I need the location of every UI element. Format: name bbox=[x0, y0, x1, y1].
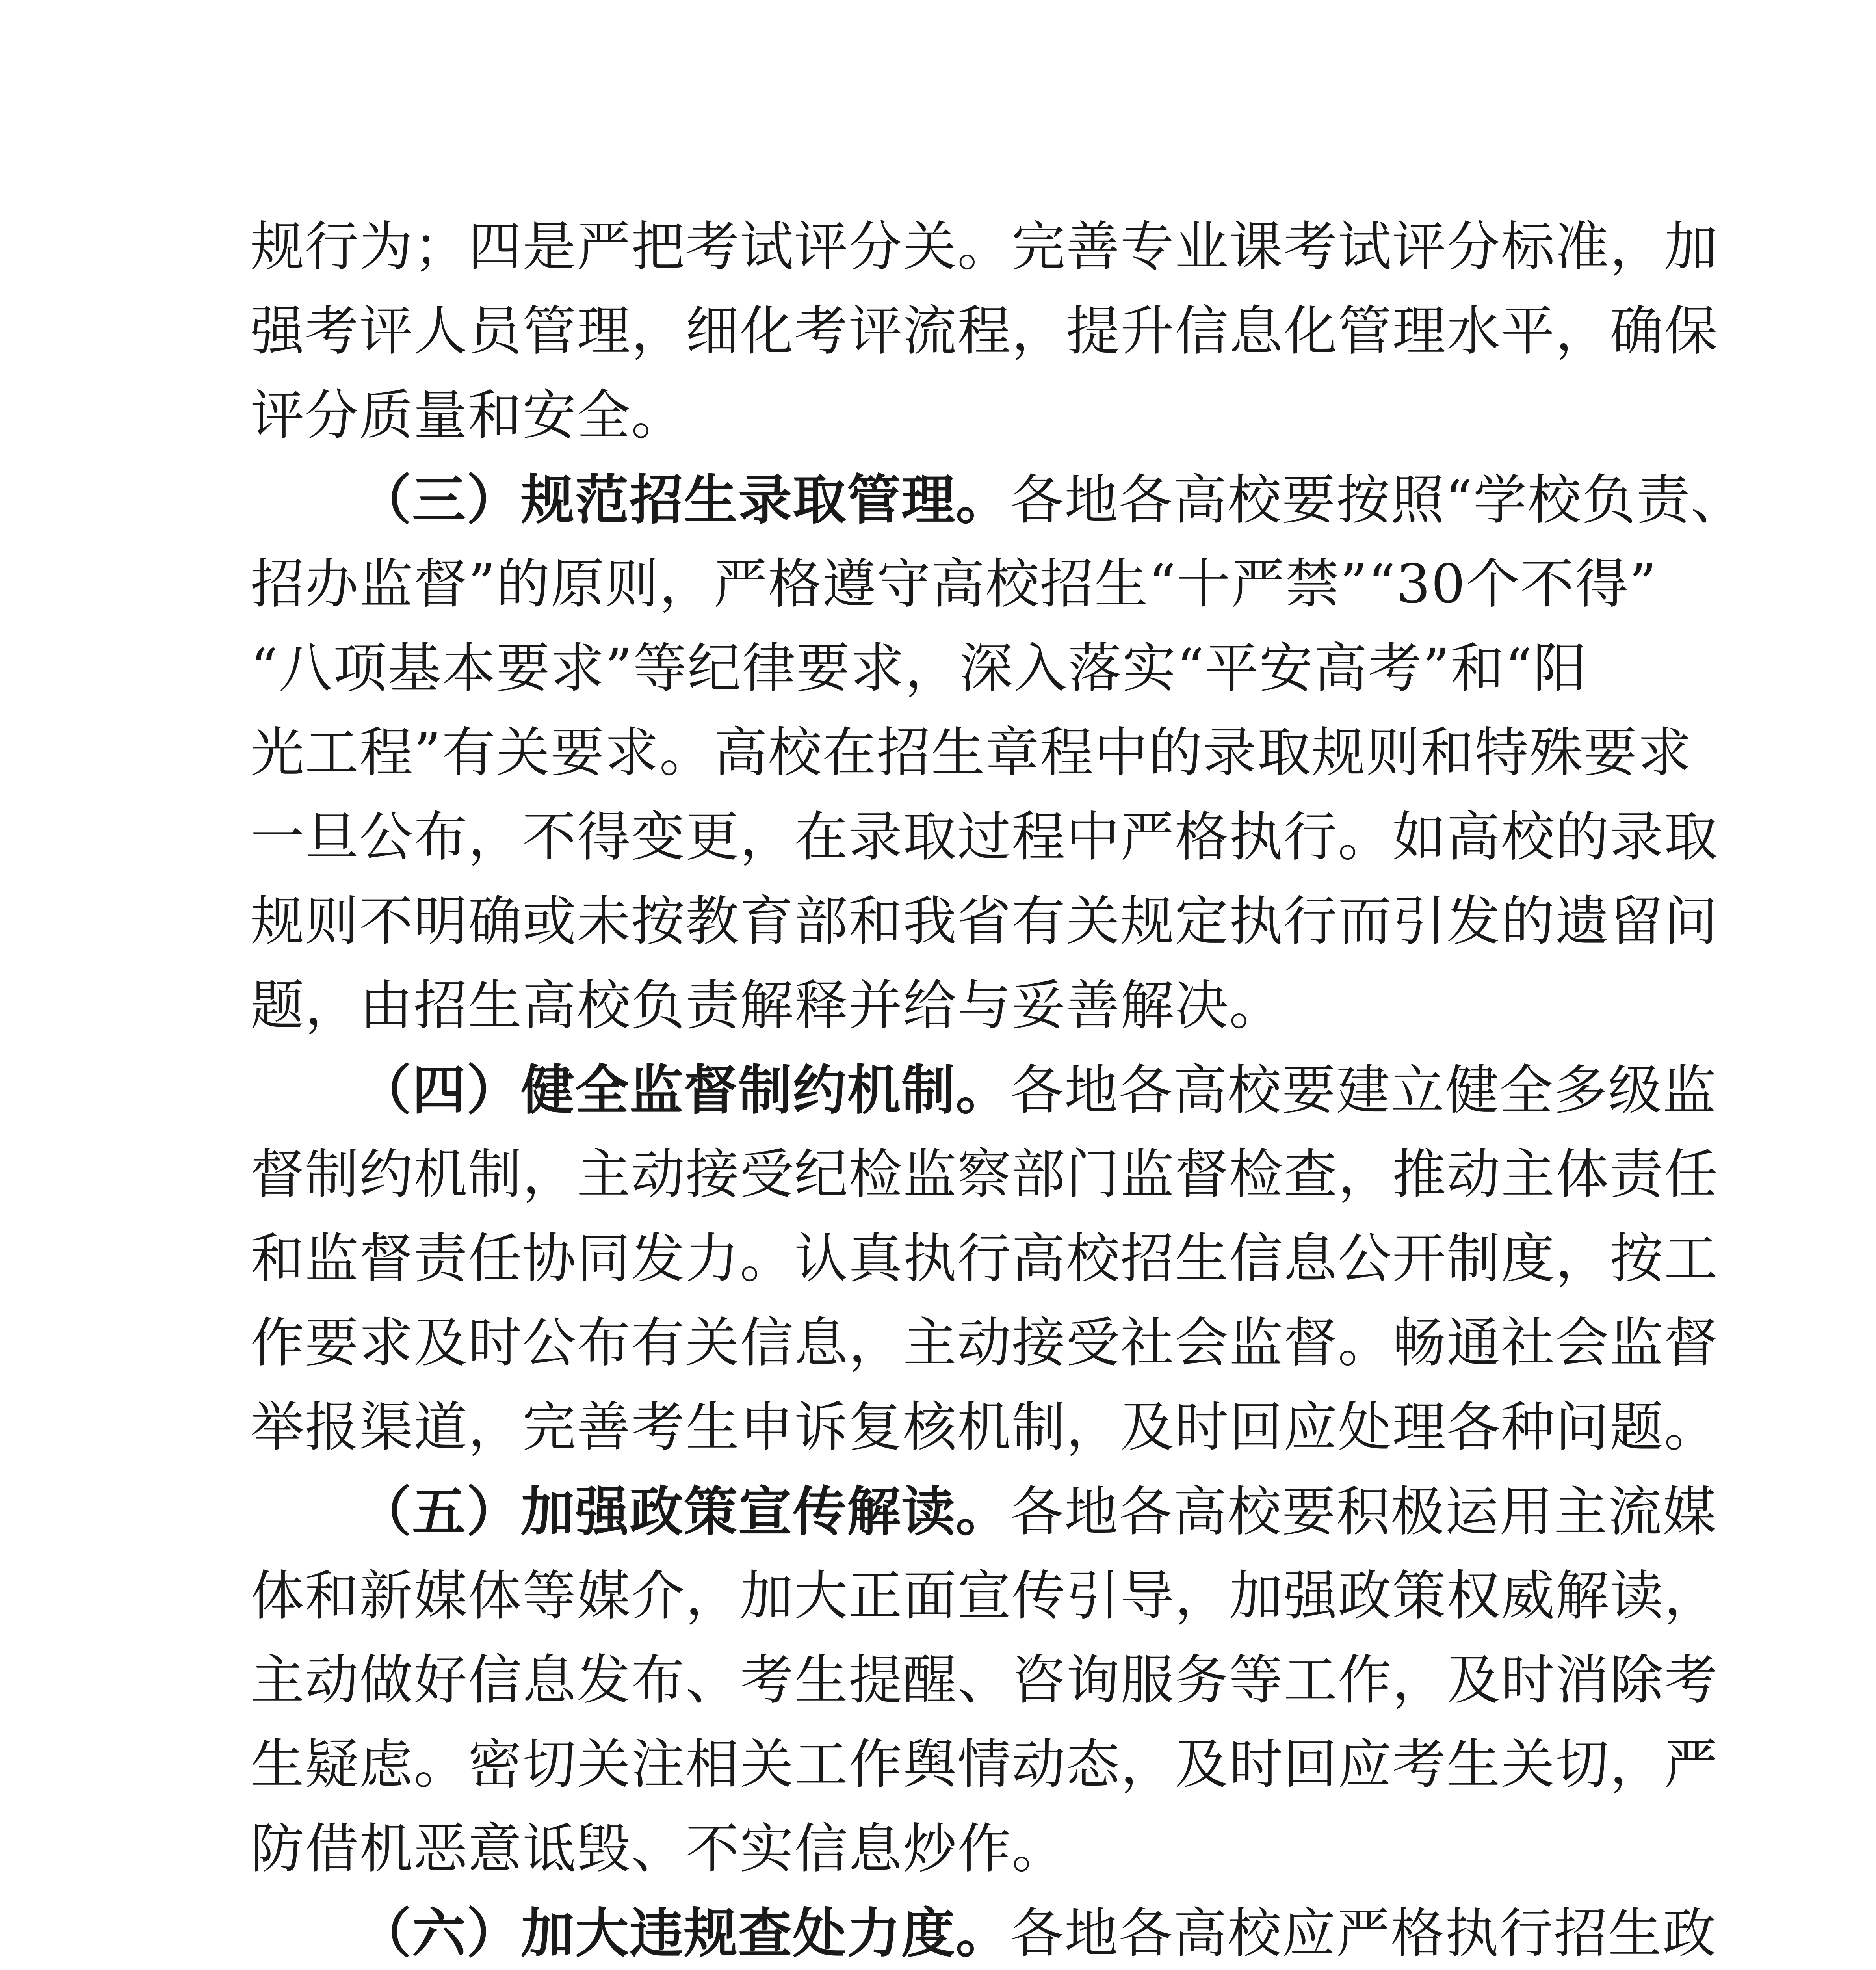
text-line bbox=[251, 374, 1622, 458]
text-segment: 和监督责任协同发力。认真执行高校招生信息公开制度，按工 bbox=[251, 1228, 1718, 1290]
paragraph-start-line bbox=[251, 1891, 1717, 1970]
text-line bbox=[251, 711, 1692, 795]
text-line bbox=[251, 1301, 1718, 1385]
text-line bbox=[251, 1132, 1718, 1217]
text-line bbox=[251, 626, 1622, 711]
text-segment: 生疑虑。密切关注相关工作舆情动态，及时回应考生关切，严 bbox=[251, 1734, 1718, 1796]
section-heading: （六）加大违规查处力度。 bbox=[358, 1902, 1010, 1965]
text-segment: 督制约机制，主动接受纪检监察部门监督检查，推动主体责任 bbox=[251, 1143, 1718, 1206]
text-line bbox=[251, 205, 1718, 289]
text-line bbox=[251, 1723, 1718, 1807]
text-segment: 光工程”有关要求。高校在招生章程中的录取规则和特殊要求 bbox=[251, 722, 1692, 784]
paragraph-start-line bbox=[251, 1470, 1717, 1554]
text-segment: 各地各高校应严格执行招生政 bbox=[1010, 1903, 1717, 1965]
section-heading: （四）健全监督制约机制。 bbox=[358, 1059, 1010, 1122]
text-segment: 防借机恶意诋毁、不实信息炒作。 bbox=[251, 1818, 1066, 1880]
text-segment: 招办监督”的原则，严格遵守高校招生“十严禁”“30个不得” bbox=[251, 553, 1657, 615]
paragraph-start-line bbox=[251, 458, 1745, 542]
text-line bbox=[251, 542, 1657, 626]
text-segment: 作要求及时公布有关信息，主动接受社会监督。畅通社会监督 bbox=[251, 1312, 1718, 1374]
text-segment: 举报渠道，完善考生申诉复核机制，及时回应处理各种问题。 bbox=[251, 1396, 1718, 1459]
text-segment: 体和新媒体等媒介，加大正面宣传引导，加强政策权威解读， bbox=[251, 1565, 1718, 1627]
text-segment: 强考评人员管理，细化考评流程，提升信息化管理水平，确保 bbox=[251, 300, 1718, 362]
text-line bbox=[251, 1554, 1718, 1638]
text-line bbox=[251, 964, 1622, 1048]
section-heading: （五）加强政策宣传解读。 bbox=[358, 1480, 1010, 1543]
text-segment: 规则不明确或未按教育部和我省有关规定执行而引发的遗留问 bbox=[251, 890, 1718, 953]
text-line bbox=[251, 879, 1718, 964]
body-text bbox=[251, 205, 1745, 1970]
text-segment: 各地各高校要建立健全多级监 bbox=[1010, 1059, 1717, 1122]
text-segment: 各地各高校要按照“学校负责、 bbox=[1010, 469, 1745, 532]
text-line bbox=[251, 1217, 1718, 1301]
text-line bbox=[251, 1638, 1718, 1723]
text-segment: 规行为；四是严把考试评分关。完善专业课考试评分标准，加 bbox=[251, 216, 1718, 278]
text-segment: 评分质量和安全。 bbox=[251, 385, 685, 447]
paragraph-start-line bbox=[251, 1048, 1717, 1132]
text-segment: 各地各高校要积极运用主流媒 bbox=[1010, 1481, 1717, 1543]
text-line bbox=[251, 795, 1718, 879]
text-segment: “八项基本要求”等纪律要求，深入落实“平安高考”和“阳 bbox=[251, 637, 1588, 700]
text-segment: 主动做好信息发布、考生提醒、咨询服务等工作，及时消除考 bbox=[251, 1649, 1718, 1712]
text-line bbox=[251, 1385, 1718, 1470]
section-heading: （三）规范招生录取管理。 bbox=[358, 468, 1010, 532]
text-line bbox=[251, 289, 1718, 374]
text-segment: 一旦公布，不得变更，在录取过程中严格执行。如高校的录取 bbox=[251, 806, 1718, 868]
text-segment: 题，由招生高校负责解释并给与妥善解决。 bbox=[251, 975, 1283, 1037]
text-line bbox=[251, 1807, 1622, 1891]
